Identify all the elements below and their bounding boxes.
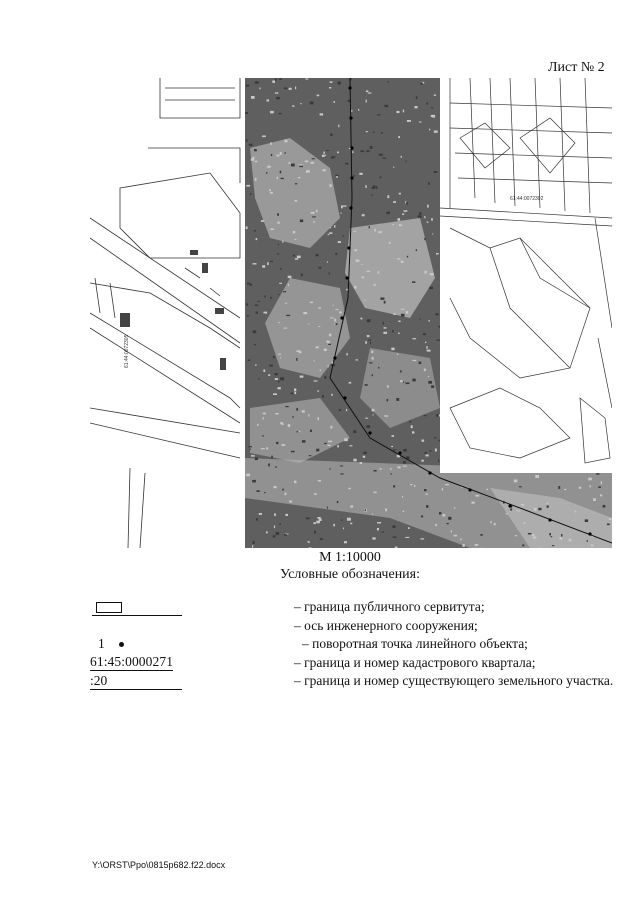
legend-desc-servitude: – граница публичного сервитута; [294, 599, 485, 615]
legend-row-point [90, 635, 620, 654]
turning-point-number: 1 [98, 636, 105, 652]
legend-desc-axis: – ось инженерного сооружения; [294, 617, 478, 633]
sheet-number: Лист № 2 [548, 60, 605, 75]
land-parcel-number: :20 [90, 673, 182, 690]
legend-row-servitude [90, 598, 620, 617]
cadastral-quarter-number: 61:45:0000271 [90, 654, 174, 670]
legend-title: Условные обозначения: [279, 567, 421, 582]
legend-desc-parcel: – граница и номер существующего земельного участка. [294, 673, 614, 689]
left-parcel-label: 61:44:0072305 [124, 334, 130, 368]
map-scale: М 1:10000 [319, 550, 381, 565]
turning-point-dot-icon [119, 642, 124, 647]
legend-row-parcel [90, 672, 620, 691]
legend-desc-quarter: – граница и номер кадастрового квартала; [294, 654, 536, 670]
left-plan-buildings [120, 250, 226, 370]
servitude-boundary-symbol [90, 598, 184, 616]
legend [90, 598, 620, 691]
legend-row-axis [90, 617, 620, 636]
legend-row-quarter [90, 654, 620, 673]
axis-line-symbol [90, 617, 184, 635]
legend-desc-point: – поворотная точка линейного объекта; [302, 636, 528, 652]
right-parcel-label: 61:44:0072302 [510, 196, 544, 202]
document-path: Y:\ORST\Ppo\0815p682.f22.docx [92, 860, 226, 870]
turning-point-symbol [90, 635, 192, 653]
cadastral-quarter-symbol [90, 654, 184, 672]
cadastral-map [90, 78, 612, 548]
right-plan-area [440, 78, 612, 473]
land-parcel-symbol [90, 672, 184, 690]
